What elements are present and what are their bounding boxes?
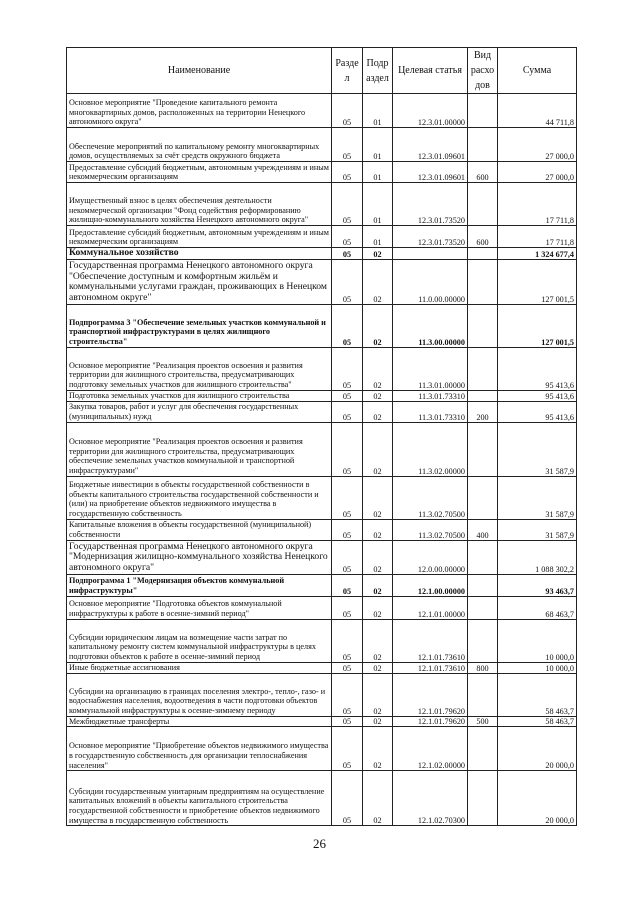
cell-expense-type bbox=[468, 771, 498, 826]
cell-subsection: 02 bbox=[363, 248, 393, 260]
cell-subsection: 02 bbox=[363, 519, 393, 540]
cell-target: 11.3.01.00000 bbox=[393, 347, 468, 390]
cell-target: 11.3.01.73310 bbox=[393, 401, 468, 422]
cell-sum: 31 587,9 bbox=[498, 519, 577, 540]
cell-section: 05 bbox=[332, 259, 363, 304]
cell-target: 11.3.02.70500 bbox=[393, 519, 468, 540]
cell-sum: 31 587,9 bbox=[498, 422, 577, 476]
cell-expense-type bbox=[468, 304, 498, 347]
cell-target: 12.3.01.73520 bbox=[393, 226, 468, 248]
table-row bbox=[67, 128, 577, 162]
cell-name: Иные бюджетные ассигнования bbox=[67, 662, 332, 673]
cell-sum: 95 413,6 bbox=[498, 401, 577, 422]
cell-section: 05 bbox=[332, 94, 363, 128]
cell-section: 05 bbox=[332, 716, 363, 727]
cell-expense-type bbox=[468, 540, 498, 574]
cell-subsection: 02 bbox=[363, 390, 393, 401]
cell-name: Субсидии юридическим лицам на возмещение части затрат по капитальному ремонту систем коммунальной инфраструктуры в целях подготовки объектов к работе в осенне-зимний период bbox=[67, 619, 332, 662]
cell-expense-type: 200 bbox=[468, 401, 498, 422]
cell-expense-type: 800 bbox=[468, 662, 498, 673]
cell-subsection: 01 bbox=[363, 183, 393, 226]
budget-table bbox=[66, 47, 577, 826]
cell-expense-type bbox=[468, 727, 498, 771]
cell-target: 12.3.01.73520 bbox=[393, 183, 468, 226]
cell-subsection: 02 bbox=[363, 259, 393, 304]
cell-subsection: 02 bbox=[363, 673, 393, 716]
table-row bbox=[67, 519, 577, 540]
cell-sum: 95 413,6 bbox=[498, 347, 577, 390]
cell-sum: 1 324 677,4 bbox=[498, 248, 577, 260]
cell-expense-type bbox=[468, 476, 498, 519]
cell-name: Субсидии на организацию в границах поселения электро-, тепло-, газо- и водоснабжения населения, водоотведения в части подготовки объектов коммунальной инфраструктуры к осенне-зимнему периоду bbox=[67, 673, 332, 716]
cell-name: Основное мероприятие "Приобретение объектов недвижимого имущества в государственную собственность для организации теплоснабжения населения" bbox=[67, 727, 332, 771]
cell-section: 05 bbox=[332, 347, 363, 390]
cell-name: Подпрограмма 3 "Обеспечение земельных участков коммунальной и транспортной инфраструктурами в целях жилищного строительства" bbox=[67, 304, 332, 347]
cell-section: 05 bbox=[332, 162, 363, 183]
table-row bbox=[67, 401, 577, 422]
cell-name: Основное мероприятие "Подготовка объектов коммунальной инфраструктуры к работе в осенне-зимний период" bbox=[67, 596, 332, 619]
cell-section: 05 bbox=[332, 673, 363, 716]
table-row bbox=[67, 540, 577, 574]
cell-expense-type: 500 bbox=[468, 716, 498, 727]
cell-subsection: 02 bbox=[363, 596, 393, 619]
cell-target: 11.3.01.73310 bbox=[393, 390, 468, 401]
cell-expense-type bbox=[468, 128, 498, 162]
cell-sum: 10 000,0 bbox=[498, 619, 577, 662]
page-number: 26 bbox=[313, 836, 326, 851]
cell-sum: 58 463,7 bbox=[498, 716, 577, 727]
cell-section: 05 bbox=[332, 727, 363, 771]
cell-expense-type bbox=[468, 183, 498, 226]
cell-section: 05 bbox=[332, 401, 363, 422]
cell-subsection: 02 bbox=[363, 574, 393, 596]
cell-expense-type: 400 bbox=[468, 519, 498, 540]
cell-expense-type bbox=[468, 390, 498, 401]
cell-section: 05 bbox=[332, 574, 363, 596]
table-row bbox=[67, 716, 577, 727]
cell-expense-type bbox=[468, 422, 498, 476]
table-row bbox=[67, 226, 577, 248]
header-sum: Сумма bbox=[498, 48, 577, 94]
cell-sum: 127 001,5 bbox=[498, 259, 577, 304]
cell-name: Государственная программа Ненецкого автономного округа "Модернизация жилищно-коммунального хозяйства Ненецкого автономного округа" bbox=[67, 540, 332, 574]
cell-target: 12.1.01.79620 bbox=[393, 673, 468, 716]
cell-name: Закупка товаров, работ и услуг для обеспечения государственных (муниципальных) нужд bbox=[67, 401, 332, 422]
cell-target: 12.3.01.09601 bbox=[393, 128, 468, 162]
cell-name: Бюджетные инвестиции в объекты государственной собственности в объекты капитального строительства государственной собственности и (или) на приобретение объектов недвижимого имущества в государственную собственность bbox=[67, 476, 332, 519]
cell-subsection: 02 bbox=[363, 476, 393, 519]
cell-expense-type: 600 bbox=[468, 226, 498, 248]
cell-target bbox=[393, 248, 468, 260]
cell-section: 05 bbox=[332, 476, 363, 519]
cell-subsection: 02 bbox=[363, 401, 393, 422]
cell-target: 11.3.00.00000 bbox=[393, 304, 468, 347]
cell-target: 12.1.01.73610 bbox=[393, 619, 468, 662]
table-row bbox=[67, 94, 577, 128]
cell-section: 05 bbox=[332, 422, 363, 476]
cell-target: 12.1.01.00000 bbox=[393, 596, 468, 619]
cell-target: 12.1.01.73610 bbox=[393, 662, 468, 673]
cell-target: 12.3.01.09601 bbox=[393, 162, 468, 183]
cell-section: 05 bbox=[332, 390, 363, 401]
cell-subsection: 01 bbox=[363, 94, 393, 128]
cell-target: 12.1.01.79620 bbox=[393, 716, 468, 727]
cell-name: Подготовка земельных участков для жилищного строительства bbox=[67, 390, 332, 401]
header-target: Целевая статья bbox=[393, 48, 468, 94]
header-subsection: Подр аздел bbox=[363, 48, 393, 94]
table-row bbox=[67, 304, 577, 347]
cell-subsection: 02 bbox=[363, 662, 393, 673]
cell-subsection: 02 bbox=[363, 619, 393, 662]
cell-expense-type bbox=[468, 574, 498, 596]
cell-name: Предоставление субсидий бюджетным, автономным учреждениям и иным некоммерческим организациям bbox=[67, 226, 332, 248]
cell-target: 12.1.02.70300 bbox=[393, 771, 468, 826]
cell-section: 05 bbox=[332, 248, 363, 260]
cell-section: 05 bbox=[332, 771, 363, 826]
cell-sum: 44 711,8 bbox=[498, 94, 577, 128]
cell-expense-type bbox=[468, 673, 498, 716]
table-row bbox=[67, 422, 577, 476]
table-row bbox=[67, 574, 577, 596]
cell-expense-type bbox=[468, 619, 498, 662]
table-header-row bbox=[67, 48, 577, 94]
cell-sum: 93 463,7 bbox=[498, 574, 577, 596]
cell-sum: 127 001,5 bbox=[498, 304, 577, 347]
cell-name: Основное мероприятие "Реализация проектов освоения и развития территории для жилищного строительства, предусматривающих подготовку земельных участков для жилищного строительства" bbox=[67, 347, 332, 390]
header-name: Наименование bbox=[67, 48, 332, 94]
cell-name: Межбюджетные трансферты bbox=[67, 716, 332, 727]
cell-sum: 95 413,6 bbox=[498, 390, 577, 401]
cell-target: 11.0.00.00000 bbox=[393, 259, 468, 304]
cell-sum: 20 000,0 bbox=[498, 771, 577, 826]
cell-name: Обеспечение мероприятий по капитальному ремонту многоквартирных домов, осуществляемых за счёт средств окружного бюджета bbox=[67, 128, 332, 162]
cell-name: Основное мероприятие "Проведение капитального ремонта многоквартирных домов, расположенных на территории Ненецкого автономного округа" bbox=[67, 94, 332, 128]
cell-sum: 1 088 302,2 bbox=[498, 540, 577, 574]
cell-subsection: 01 bbox=[363, 162, 393, 183]
cell-expense-type bbox=[468, 94, 498, 128]
cell-section: 05 bbox=[332, 519, 363, 540]
cell-subsection: 02 bbox=[363, 716, 393, 727]
table-row bbox=[67, 162, 577, 183]
cell-section: 05 bbox=[332, 540, 363, 574]
table-row bbox=[67, 596, 577, 619]
cell-sum: 27 000,0 bbox=[498, 128, 577, 162]
cell-target: 11.3.02.70500 bbox=[393, 476, 468, 519]
cell-section: 05 bbox=[332, 128, 363, 162]
cell-sum: 20 000,0 bbox=[498, 727, 577, 771]
cell-sum: 17 711,8 bbox=[498, 183, 577, 226]
cell-name: Основное мероприятие "Реализация проектов освоения и развития территории для жилищного строительства, предусматривающих обеспечение земельных участков коммунальной и транспортной инфраструктурами" bbox=[67, 422, 332, 476]
cell-subsection: 02 bbox=[363, 347, 393, 390]
cell-expense-type bbox=[468, 259, 498, 304]
cell-subsection: 02 bbox=[363, 304, 393, 347]
cell-subsection: 01 bbox=[363, 226, 393, 248]
cell-target: 12.1.02.00000 bbox=[393, 727, 468, 771]
table-row bbox=[67, 771, 577, 826]
cell-name: Подпрограмма 1 "Модернизация объектов коммунальной инфраструктуры" bbox=[67, 574, 332, 596]
cell-subsection: 02 bbox=[363, 771, 393, 826]
table-row bbox=[67, 662, 577, 673]
cell-sum: 31 587,9 bbox=[498, 476, 577, 519]
cell-subsection: 02 bbox=[363, 422, 393, 476]
table-row bbox=[67, 259, 577, 304]
cell-section: 05 bbox=[332, 304, 363, 347]
table-row bbox=[67, 619, 577, 662]
cell-section: 05 bbox=[332, 226, 363, 248]
cell-expense-type bbox=[468, 596, 498, 619]
cell-target: 12.1.00.00000 bbox=[393, 574, 468, 596]
cell-expense-type bbox=[468, 248, 498, 260]
cell-subsection: 01 bbox=[363, 128, 393, 162]
cell-expense-type bbox=[468, 347, 498, 390]
cell-name: Имущественный взнос в целях обеспечения деятельности некоммерческой организации "Фонд содействия реформированию жилищно-коммунального хозяйства Ненецкого автономного округа" bbox=[67, 183, 332, 226]
header-section: Разде л bbox=[332, 48, 363, 94]
cell-section: 05 bbox=[332, 183, 363, 226]
cell-sum: 10 000,0 bbox=[498, 662, 577, 673]
cell-expense-type: 600 bbox=[468, 162, 498, 183]
cell-name: Предоставление субсидий бюджетным, автономным учреждениям и иным некоммерческим организациям bbox=[67, 162, 332, 183]
cell-name: Субсидии государственным унитарным предприятиям на осуществление капитальных вложений в объекты капитального строительства государственной собственности и приобретение объектов недвижимого имущества в государственную собственность bbox=[67, 771, 332, 826]
table-row bbox=[67, 248, 577, 260]
cell-section: 05 bbox=[332, 662, 363, 673]
cell-subsection: 02 bbox=[363, 727, 393, 771]
cell-sum: 17 711,8 bbox=[498, 226, 577, 248]
cell-sum: 68 463,7 bbox=[498, 596, 577, 619]
cell-subsection: 02 bbox=[363, 540, 393, 574]
table-row bbox=[67, 476, 577, 519]
cell-target: 12.3.01.00000 bbox=[393, 94, 468, 128]
cell-section: 05 bbox=[332, 619, 363, 662]
cell-name: Коммунальное хозяйство bbox=[67, 248, 332, 260]
cell-name: Государственная программа Ненецкого автономного округа "Обеспечение доступным и комфортным жильём и коммунальными услугами граждан, проживающих в Ненецком автономном округе" bbox=[67, 259, 332, 304]
cell-target: 12.0.00.00000 bbox=[393, 540, 468, 574]
cell-name: Капитальные вложения в объекты государственной (муниципальной) собственности bbox=[67, 519, 332, 540]
header-expense-type: Вид расхо дов bbox=[468, 48, 498, 94]
cell-target: 11.3.02.00000 bbox=[393, 422, 468, 476]
cell-section: 05 bbox=[332, 596, 363, 619]
cell-sum: 58 463,7 bbox=[498, 673, 577, 716]
table-row bbox=[67, 183, 577, 226]
table-row bbox=[67, 347, 577, 390]
table-row bbox=[67, 390, 577, 401]
cell-sum: 27 000,0 bbox=[498, 162, 577, 183]
table-row bbox=[67, 727, 577, 771]
table-row bbox=[67, 673, 577, 716]
